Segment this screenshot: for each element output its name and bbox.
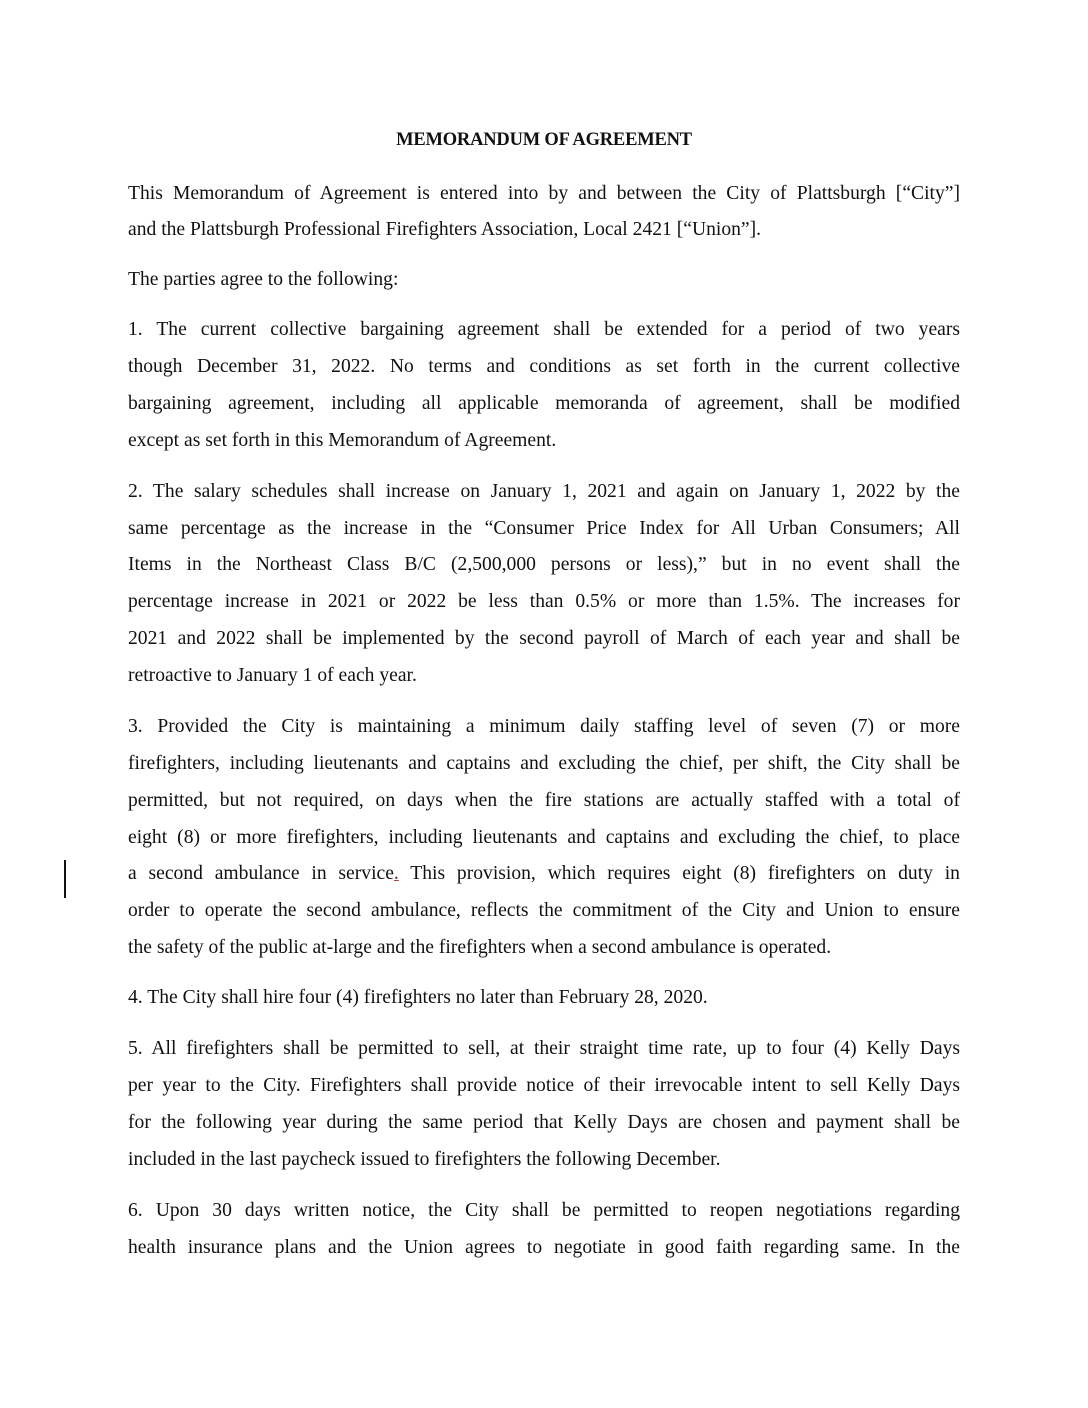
section-5-line-2: per year to the City. Firefighters shall provide notice of their irrevocable intent to sell Kelly Days (128, 1075, 960, 1096)
section-3-line-5 (128, 862, 960, 886)
section-1-line-1: 1. The current collective bargaining agreement shall be extended for a period of two years (128, 319, 960, 340)
section-5-line-4: included in the last paycheck issued to firefighters the following December. (128, 1149, 721, 1170)
section-1-line-2: though December 31, 2022. No terms and conditions as set forth in the current collective (128, 356, 960, 377)
preamble: The parties agree to the following: (128, 269, 399, 290)
section-5-line-3: for the following year during the same period that Kelly Days are chosen and payment shall be (128, 1112, 960, 1133)
section-4-line-1: 4. The City shall hire four (4) firefighters no later than February 28, 2020. (128, 987, 708, 1008)
section-2-line-3: Items in the Northeast Class B/C (2,500,000 persons or less),” but in no event shall the (128, 554, 960, 575)
section-3-line-7: the safety of the public at-large and the firefighters when a second ambulance is operated. (128, 937, 832, 958)
section-3-line-5-start: a second ambulance in service (128, 863, 394, 884)
section-1-line-3: bargaining agreement, including all applicable memoranda of agreement, shall be modified (128, 393, 960, 414)
section-2-line-6: retroactive to January 1 of each year. (128, 665, 417, 686)
section-2-line-4: percentage increase in 2021 or 2022 be less than 0.5% or more than 1.5%. The increases for (128, 591, 960, 612)
intro-line-1: This Memorandum of Agreement is entered into by and between the City of Plattsburgh [“City”] (128, 183, 960, 204)
section-6-line-1: 6. Upon 30 days written notice, the City shall be permitted to reopen negotiations regarding (128, 1200, 960, 1221)
section-2-line-5: 2021 and 2022 shall be implemented by the second payroll of March of each year and shall be (128, 628, 960, 649)
section-6-line-2: health insurance plans and the Union agrees to negotiate in good faith regarding same. In the (128, 1237, 960, 1258)
section-1-line-4: except as set forth in this Memorandum of Agreement. (128, 430, 557, 451)
section-2-line-2: same percentage as the increase in the “Consumer Price Index for All Urban Consumers; All (128, 518, 960, 539)
tracked-change-insertion: . (393, 863, 399, 884)
section-3-line-2: firefighters, including lieutenants and captains and excluding the chief, per shift, the City shall be (128, 753, 960, 774)
intro-line-2: and the Plattsburgh Professional Firefighters Association, Local 2421 [“Union”]. (128, 219, 762, 240)
section-3-line-4: eight (8) or more firefighters, including lieutenants and captains and excluding the chief, to place (128, 827, 960, 848)
section-3-line-1: 3. Provided the City is maintaining a minimum daily staffing level of seven (7) or more (128, 716, 960, 737)
section-2-line-1: 2. The salary schedules shall increase on January 1, 2021 and again on January 1, 2022 by the (128, 481, 960, 502)
section-3-line-3: permitted, but not required, on days when the fire stations are actually staffed with a total of (128, 790, 960, 811)
section-5-line-1: 5. All firefighters shall be permitted to sell, at their straight time rate, up to four (4) Kelly Days (128, 1038, 960, 1059)
section-3-line-6: order to operate the second ambulance, reflects the commitment of the City and Union to ensure (128, 900, 960, 921)
document-title: MEMORANDUM OF AGREEMENT (396, 130, 692, 150)
section-3-line-5-end: This provision, which requires eight (8) firefighters on duty in (398, 863, 960, 884)
tracked-change-bar (64, 860, 66, 898)
